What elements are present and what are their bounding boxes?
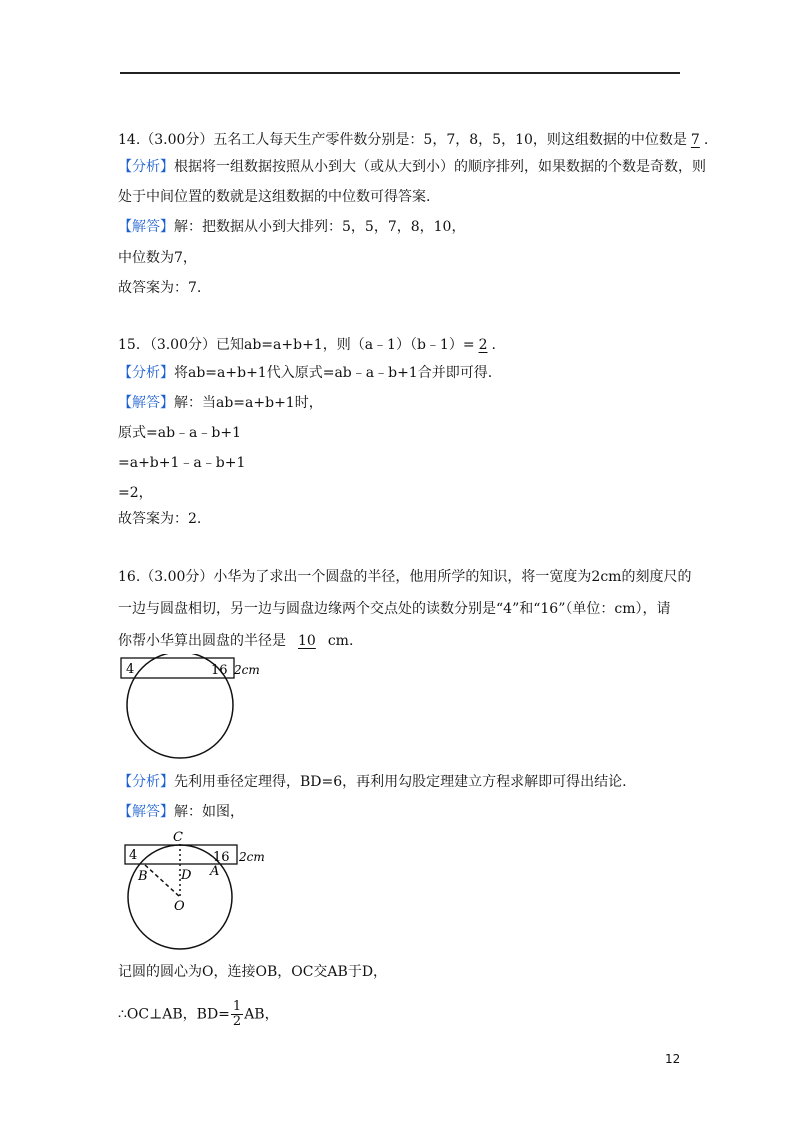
page-number: 12 [665, 1052, 681, 1066]
q14-analysis [118, 158, 706, 176]
q16-stem-line2: 一边与圆盘相切，另一边与圆盘边缘两个交点处的读数分别是“4”和“16”（单位：cm），请 [118, 601, 671, 617]
point-c-label: C [173, 830, 183, 845]
q15-solution [118, 394, 323, 412]
q16-stem-line3 [118, 632, 353, 650]
q15-analysis-tag: 【分析】 [118, 365, 174, 381]
ruler-reading-left: 4 [129, 848, 138, 863]
q16-stem-line1: 16.（3.00分）小华为了求出一个圆盘的半径，他用所学的知识，将一宽度为2cm的刻度尺的 [118, 569, 692, 585]
q14-solution-line2: 中位数为7， [118, 250, 197, 266]
q16-analysis-text: 先利用垂径定理得，BD=6，再利用勾股定理建立方程求解即可得出结论. [174, 774, 627, 790]
q16-figure-solution [115, 828, 275, 953]
segment-ob [145, 865, 180, 897]
fraction-denominator: 2 [232, 1014, 242, 1029]
q14-analysis-text: 根据将一组数据按照从小到大（或从大到小）的顺序排列，如果数据的个数是奇数，则 [174, 159, 706, 175]
q14-analysis-tag: 【分析】 [118, 159, 174, 175]
q16-figure-ruler-disk [115, 654, 275, 764]
q14-solution-tag: 【解答】 [118, 219, 174, 235]
q14-solution-text: 解：把数据从小到大排列：5，5，7，8，10， [174, 219, 466, 235]
point-a-label: A [210, 864, 220, 879]
q16-answer: 10 [298, 633, 316, 649]
q16-solution-line3-end: AB， [244, 1006, 279, 1023]
q15-stem-end: . [491, 337, 496, 353]
point-d-label: D [181, 868, 192, 883]
q16-stem-end: cm. [327, 633, 354, 649]
q16-solution-line3-text: ∴OC⊥AB，BD= [118, 1006, 230, 1023]
fraction-numerator: 1 [232, 999, 242, 1014]
ruler-reading-right: 16 [213, 850, 230, 865]
q16-analysis-tag: 【分析】 [118, 774, 174, 790]
q15-solution-text: 解：当ab=a+b+1时， [174, 395, 323, 411]
q14-stem-end: . [703, 132, 709, 148]
point-o-label: O [174, 899, 185, 914]
q15-stem [118, 336, 496, 354]
q16-solution-line3 [118, 1000, 279, 1029]
ruler-reading-right: 16 [211, 663, 228, 678]
q15-solution-line5: 故答案为：2. [118, 511, 202, 527]
ruler-width-label: 2cm [234, 663, 260, 677]
q15-analysis [118, 364, 492, 382]
point-b-label: B [138, 869, 148, 884]
q14-stem-text: 14.（3.00分）五名工人每天生产零件数分别是：5，7，8，5，10，则这组数据的中位数是 [118, 132, 687, 148]
q16-solution-tag: 【解答】 [118, 804, 174, 820]
fraction-one-half [231, 1000, 243, 1029]
q14-analysis-line2: 处于中间位置的数就是这组数据的中位数可得答案. [118, 189, 431, 205]
q14-solution-line3: 故答案为：7. [118, 280, 202, 296]
header-rule [120, 72, 680, 74]
q16-stem-text: 你帮小华算出圆盘的半径是 [118, 633, 286, 649]
q15-solution-line3: =a+b+1﹣a﹣b+1 [118, 455, 246, 471]
q15-solution-tag: 【解答】 [118, 395, 174, 411]
q14-stem [118, 131, 708, 149]
q14-answer: 7 [690, 132, 700, 148]
q16-solution-line2: 记圆的圆心为O，连接OB，OC交AB于D， [118, 964, 388, 980]
ruler-width-label: 2cm [239, 850, 265, 864]
q15-solution-line4: =2， [118, 485, 153, 501]
q16-solution-text: 解：如图， [174, 804, 244, 820]
ruler-reading-left: 4 [126, 662, 135, 677]
q15-stem-text: 15．（3.00分）已知ab=a+b+1，则（a﹣1）（b﹣1）= [118, 337, 475, 353]
q16-solution [118, 803, 244, 821]
q14-solution [118, 218, 465, 236]
q15-answer: 2 [478, 337, 488, 353]
q15-analysis-text: 将ab=a+b+1代入原式=ab﹣a﹣b+1合并即可得. [174, 365, 493, 381]
q16-analysis [118, 773, 627, 791]
q15-solution-line2: 原式=ab﹣a﹣b+1 [118, 425, 241, 441]
